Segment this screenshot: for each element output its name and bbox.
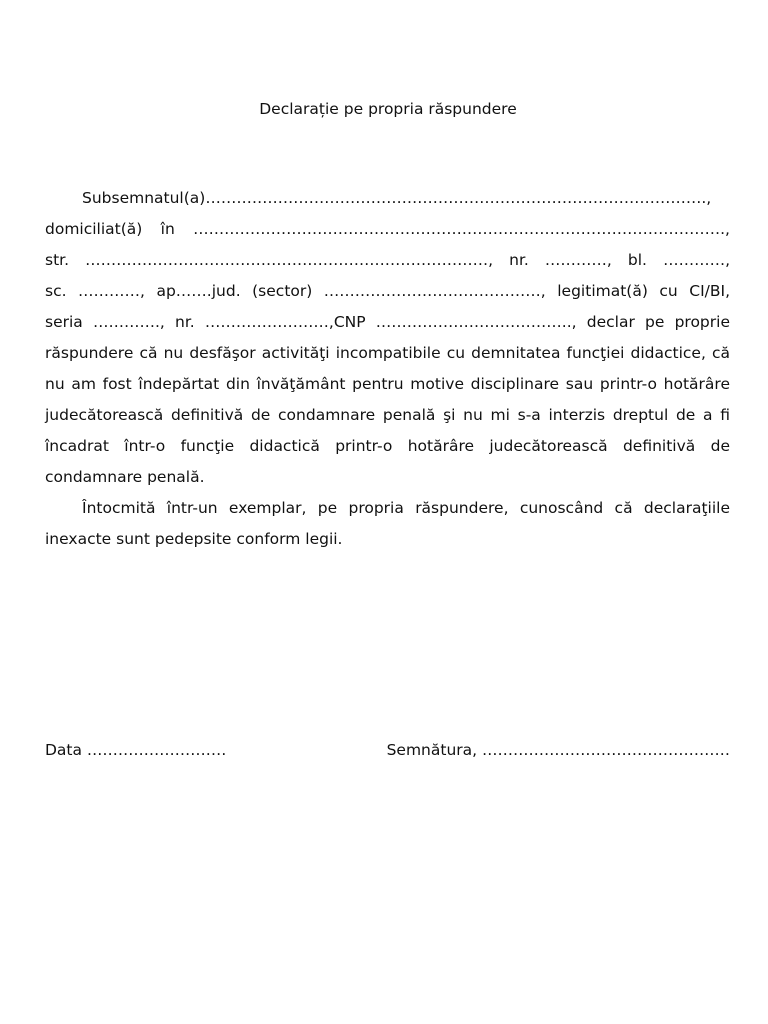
line-declaration-4: încadrat într-o funcţie didactică printr-o hotărâre judecătorească definitivă de <box>45 437 730 455</box>
line-scara: sc. …………, ap…….jud. (sector) ……………………………………, legitimat(ă) cu CI/BI, <box>45 282 730 300</box>
line-subsemnatul: Subsemnatul(a)……………………………………………………………………………………., <box>82 189 712 207</box>
line-strada: str. ……………………………………………………………………, nr. …………, bl. …………, <box>45 251 730 269</box>
declaration-body <box>45 183 730 555</box>
line-domiciliat: domiciliat(ă) în …………………………………………………………………………………………., <box>45 220 730 238</box>
line-closing-2: inexacte sunt pedepsite conform legii. <box>45 530 343 548</box>
line-declaration-3: judecătorească definitivă de condamnare penală şi nu mi s-a interzis dreptul de a fi <box>45 406 730 424</box>
line-declaration-2: nu am fost îndepărtat din învăţământ pentru motive disciplinare sau printr-o hotărâre <box>45 375 730 393</box>
document-title: Declarație pe propria răspundere <box>259 100 517 118</box>
line-closing-1: Întocmită într-un exemplar, pe propria răspundere, cunoscând că declaraţiile <box>82 499 730 517</box>
line-declaration-1: răspundere că nu desfăşor activităţi incompatibile cu demnitatea funcţiei didactice, că <box>45 344 730 362</box>
signature-field: Semnătura, ………………………………………… <box>386 741 730 759</box>
line-seria: seria …………., nr. ……………………,CNP ……………………………….., declar pe proprie <box>45 313 730 331</box>
date-field: Data ……………………… <box>45 741 227 759</box>
line-declaration-5: condamnare penală. <box>45 468 205 486</box>
